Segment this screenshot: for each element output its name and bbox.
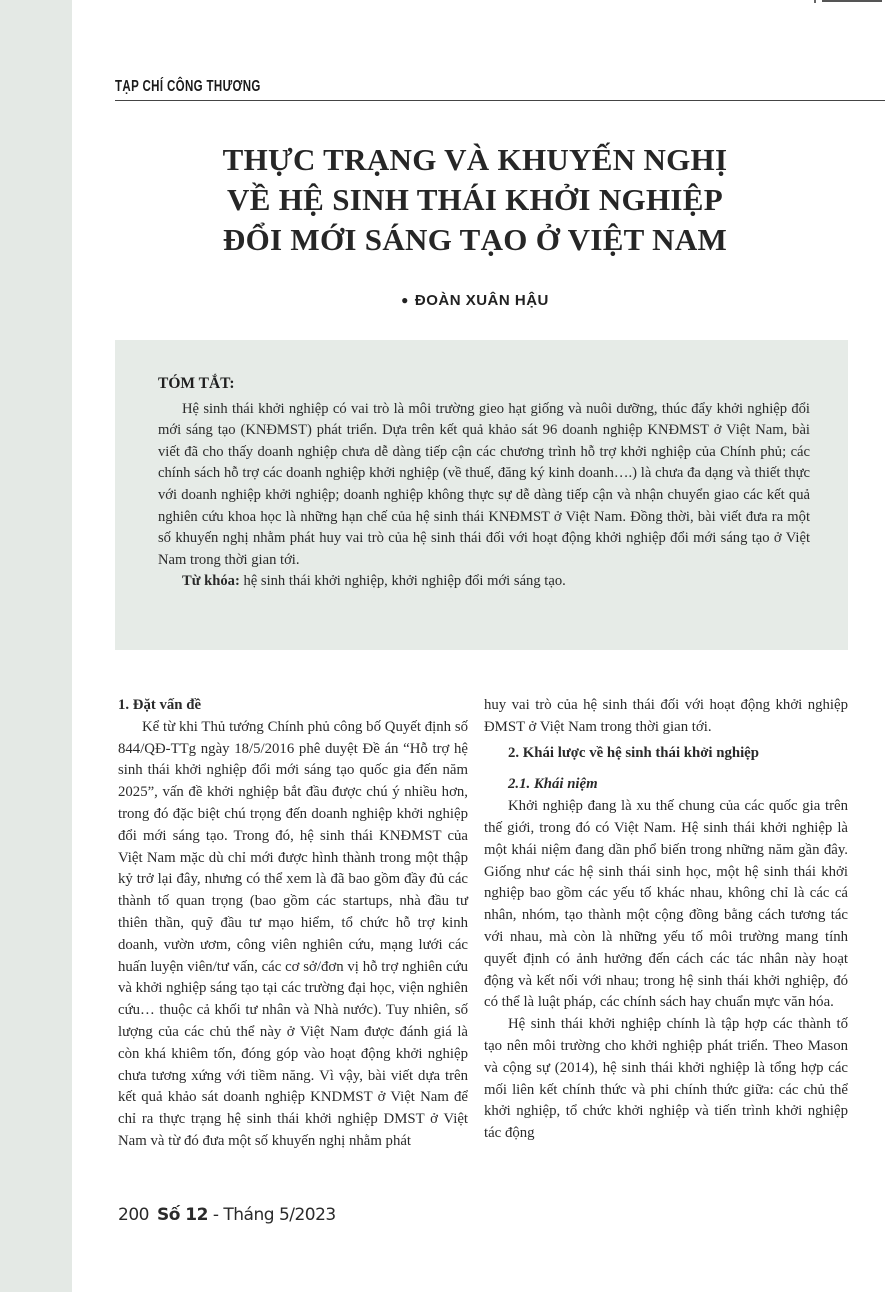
body-left-column xyxy=(118,695,468,1153)
crop-mark xyxy=(814,0,816,3)
keywords-label: Từ khóa: xyxy=(182,573,240,590)
section-heading-2: 2. Khái lược về hệ sinh thái khởi nghiệp xyxy=(508,744,759,761)
issue-date: - Tháng 5/2023 xyxy=(207,1205,336,1225)
bullet-icon: ● xyxy=(401,293,409,307)
paragraph: Hệ sinh thái khởi nghiệp chính là tập hợp các thành tố tạo nên môi trường cho khởi nghiệp phát triển. Theo Mason và cộng sự (2014), hệ sinh thái khởi nghiệp là tổng hợp các mối liên kết chính thức và phi chính thức giữa: các chủ thể khởi nghiệp, tổ chức khởi nghiệp và tiến trình khởi nghiệp tác động xyxy=(484,1016,848,1142)
keywords-text: hệ sinh thái khởi nghiệp, khởi nghiệp đổi mới sáng tạo. xyxy=(239,573,566,590)
abstract-content xyxy=(158,373,810,593)
title-line-3: ĐỔI MỚI SÁNG TẠO Ở VIỆT NAM xyxy=(222,222,728,257)
issue-number: Số 12 xyxy=(156,1205,208,1225)
journal-header xyxy=(115,78,885,101)
page-number: 200 xyxy=(118,1205,149,1225)
crop-mark-line xyxy=(822,0,882,2)
journal-name: TẠP CHÍ CÔNG THƯƠNG xyxy=(115,78,261,95)
paragraph-continued: huy vai trò của hệ sinh thái đối với hoạt động khởi nghiệp ĐMST ở Việt Nam trong thời gian tới. xyxy=(484,697,848,735)
abstract-heading: TÓM TẮT: xyxy=(158,375,235,392)
page-footer xyxy=(118,1205,336,1225)
abstract-box xyxy=(115,340,848,650)
abstract-text: Hệ sinh thái khởi nghiệp có vai trò là môi trường gieo hạt giống và nuôi dưỡng, thúc đẩy khởi nghiệp đổi mới sáng tạo (KNĐMST) phát triển. Dựa trên kết quả khảo sát 96 doanh nghiệp KNĐMST ở Việt Nam, bài viết đã cho thấy doanh nghiệp chưa dễ dàng tiếp cận các chương trình hỗ trợ khởi nghiệp của Chính phủ; các chính sách hỗ trợ các doanh nghiệp khởi nghiệp (về thuế, đăng ký kinh doanh….) là chưa đa dạng và thiết thực với doanh nghiệp khởi nghiệp; doanh nghiệp không thực sự dễ dàng tiếp cận và nhận chuyển giao các kết quả nghiên cứu khoa học là những hạn chế của hệ sinh thái KNĐMST ở Việt Nam. Đồng thời, bài viết đưa ra một số khuyến nghị nhằm phát huy vai trò của hệ sinh thái đối với hoạt động khởi nghiệp đổi mới sáng tạo ở Việt Nam trong thời gian tới. xyxy=(158,400,810,568)
keywords xyxy=(158,571,810,593)
author-line xyxy=(150,292,800,309)
body-right-column xyxy=(484,695,848,1145)
section-heading-1: 1. Đặt vấn đề xyxy=(118,697,202,713)
paragraph: Kể từ khi Thủ tướng Chính phủ công bố Quyết định số 844/QĐ-TTg ngày 18/5/2016 phê duyệt Đề án “Hỗ trợ hệ sinh thái khởi nghiệp đổi mới sáng tạo quốc gia đến năm 2025”, vấn đề khởi nghiệp bắt đầu được chú ý nhiều hơn, trong đó đặc biệt chú trọng đến doanh nghiệp khởi nghiệp đổi mới sáng tạo. Trong đó, hệ sinh thái KNĐMST của Việt Nam mặc dù chỉ mới được hình thành trong một thập kỷ trở lại đây, nhưng có thể xem là đã bao gồm đầy đủ các thành tố quan trọng (bao gồm các startups, nhà đầu tư thiên thần, quỹ đầu tư mạo hiểm, tổ chức hỗ trợ kinh doanh, vườn ươm, công viên nghiên cứu, mạng lưới các huấn luyện viên/tư vấn, các cơ sở/đơn vị hỗ trợ nghiên cứu và khởi nghiệp sáng tạo tại các trường đại học, viện nghiên cứu… thuộc cả khối tư nhân và Nhà nước). Tuy nhiên, số lượng của các chủ thể này ở Việt Nam được đánh giá là còn khá khiêm tốn, đóng góp vào hoạt động khởi nghiệp chưa tương xứng với tiềm năng. Vì vậy, bài viết dựa trên kết quả khảo sát doanh nghiệp KNDMST ở Việt Nam để chỉ ra thực trạng hệ sinh thái khởi nghiệp DMST ở Việt Nam và từ đó đưa một số khuyến nghị nhằm phát xyxy=(118,718,468,1149)
title-line-2: VỀ HỆ SINH THÁI KHỞI NGHIỆP xyxy=(227,182,723,217)
article-title xyxy=(150,140,800,260)
page-margin-strip xyxy=(0,0,72,1292)
subsection-heading-2-1: 2.1. Khái niệm xyxy=(508,776,598,793)
paragraph: Khởi nghiệp đang là xu thế chung của các quốc gia trên thế giới, trong đó có Việt Nam. Hệ sinh thái khởi nghiệp là một khái niệm đang dần phổ biến trong những năm gần đây. Giống như các hệ sinh thái sinh học, một hệ sinh thái khởi nghiệp bao gồm các yếu tố khác nhau, không chỉ là các cá nhân, nhóm, tạo thành một cộng đồng bằng cách tương tác với nhau, mà còn là những yếu tố môi trường mang tính quyết định có ảnh hưởng đến cách các tác nhân này hoạt động và kết nối với nhau; trong hệ sinh thái khởi nghiệp, đó có thể là luật pháp, các chính sách hay chuẩn mực văn hóa. xyxy=(484,798,848,1011)
title-line-1: THỰC TRẠNG VÀ KHUYẾN NGHỊ xyxy=(222,142,728,177)
author-name: ĐOÀN XUÂN HẬU xyxy=(414,292,549,309)
